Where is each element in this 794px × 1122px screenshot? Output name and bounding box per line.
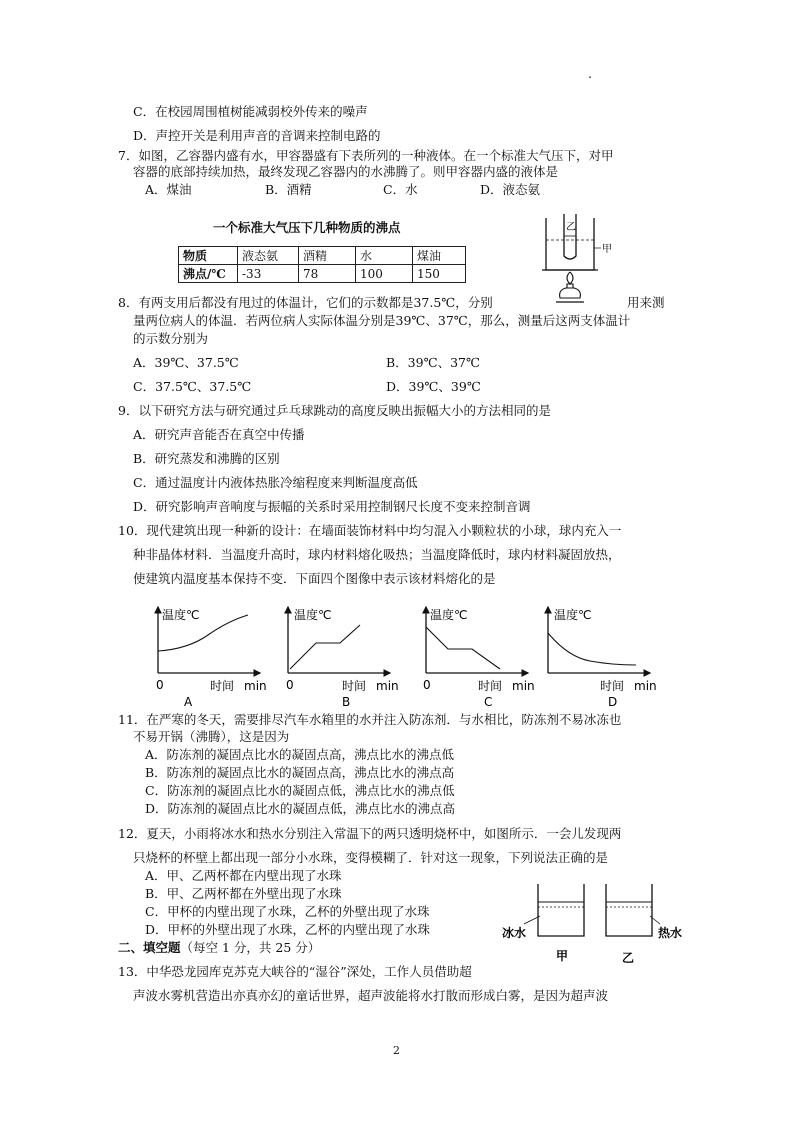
graph-c-letter: C [484,695,493,708]
graph-a-origin: 0 [156,678,164,692]
q13-stem-line1: 13．中华恐龙园库克苏克大峡谷的“湿谷”深处，工作人员借助超 [118,964,472,979]
q8-option-b: B．39℃、37℃ [386,355,480,370]
q9-option-b: B．研究蒸发和沸腾的区别 [133,451,280,466]
graph-d [548,607,657,708]
q10-graphs [148,603,668,708]
q8-stem-line1b: 用来测 [627,295,665,310]
q11-stem-line1: 11．在严寒的冬天，需要排尽汽车水箱里的水并注入防冻剂．与水相比，防冻剂不易冰冻也 [118,712,622,727]
table-cell: 沸点/℃ [179,265,238,283]
boiling-table-title: 一个标准大气压下几种物质的沸点 [213,220,401,235]
q12-option-d: D．甲杯的外壁出现了水珠，乙杯的内壁出现了水珠 [145,922,431,937]
q7-stem-line2: 容器的底部持续加热，最终发现乙容器内的水沸腾了。则甲容器内盛的液体是 [133,164,559,179]
q12-stem-line2: 只烧杯的杯壁上都出现一部分小水珠，变得模糊了．针对这一现象，下列说法正确的是 [133,850,609,865]
graph-c-xlabel: 时间 [478,679,503,693]
section-2-note: （每空 1 分，共 25 分） [180,940,321,955]
table-cell: 水 [356,247,413,265]
q11-option-a: A．防冻剂的凝固点比水的凝固点高，沸点比水的沸点低 [145,747,455,762]
q8-stem-line2: 量两位病人的体温．若两位病人实际体温分别是39℃、37℃，那么，测量后这两支体温计 [133,313,631,328]
ice-water-label: 冰水 [502,926,527,940]
beaker-jia-label: 甲 [556,949,569,963]
graph-a-xunit: min [244,679,267,693]
q12-beakers-figure [500,880,700,970]
graph-b-origin: 0 [286,678,294,692]
stray-dot: . [588,66,592,81]
q12-option-c: C．甲杯的内壁出现了水珠，乙杯的外壁出现了水珠 [145,904,430,919]
q6-option-d: D．声控开关是利用声音的音调来控制电路的 [133,128,381,143]
q8-option-d: D．39℃、39℃ [386,379,481,394]
table-cell: 液态氨 [238,247,299,265]
q9-option-a: A．研究声音能否在真空中传播 [133,427,305,442]
q11-option-c: C．防冻剂的凝固点比水的凝固点低，沸点比水的沸点低 [145,783,455,798]
graph-a-xlabel: 时间 [210,679,235,693]
q7-option-d: D．液态氨 [480,182,541,197]
alcohol-lamp-icon [556,272,584,302]
q9-stem: 9．以下研究方法与研究通过乒乓球跳动的高度反映出振幅大小的方法相同的是 [118,403,551,418]
fig-label-yi: 乙 [566,222,576,233]
q10-stem-line3: 使建筑内温度基本保持不变．下面四个图像中表示该材料熔化的是 [133,571,496,586]
q12-option-b: B．甲、乙两杯都在外壁出现了水珠 [145,886,342,901]
fig-label-jia: 甲 [602,244,612,255]
table-cell: -33 [238,265,299,283]
graph-b [286,607,399,708]
graph-d-xunit: min [634,679,657,693]
graph-d-letter: D [608,695,618,708]
graph-c-ylabel: 温度℃ [430,608,468,622]
table-row [179,265,466,283]
q12-option-a: A．甲、乙两杯都在内壁出现了水珠 [145,868,342,883]
graph-b-ylabel: 温度℃ [294,608,332,622]
graph-c-curve [426,627,500,669]
q9-option-c: C．通过温度计内液体热胀冷缩程度来判断温度高低 [133,475,418,490]
table-cell: 酒精 [299,247,356,265]
table-cell: 煤油 [413,247,466,265]
q8-stem-line3: 的示数分别为 [133,331,209,346]
q10-stem-line2: 种非晶体材料．当温度升高时，球内材料熔化吸热；当温度降低时，球内材料凝固放热， [133,547,621,562]
beaker-yi-icon [606,884,652,936]
q7-stem-line1: 7．如图，乙容器内盛有水，甲容器盛有下表所列的一种液体。在一个标准大气压下，对甲 [118,148,614,163]
table-cell: 150 [413,265,466,283]
graph-d-ylabel: 温度℃ [554,608,592,622]
graph-a-ylabel: 温度℃ [162,608,200,622]
q9-option-d: D．研究影响声音响度与振幅的关系时采用控制钢尺长度不变来控制音调 [133,499,531,514]
q8-option-c: C．37.5℃、37.5℃ [133,379,252,394]
q8-stem-line1a: 8．有两支用后都没有甩过的体温计，它们的示数都是37.5℃，分别 [118,295,493,310]
table-cell: 78 [299,265,356,283]
test-tube-yi [564,214,576,259]
table-cell: 物质 [179,247,238,265]
q8-option-a: A．39℃、37.5℃ [133,355,239,370]
q11-option-d: D．防冻剂的凝固点比水的凝固点低，沸点比水的沸点高 [145,801,456,816]
graph-c-origin: 0 [423,678,431,692]
beaker-jia-icon [538,884,584,936]
heating-apparatus-figure [538,212,618,312]
graph-b-xlabel: 时间 [342,679,367,693]
q6-option-c: C．在校园周围植树能减弱校外传来的噪声 [133,104,368,119]
q7-option-a: A．煤油 [145,182,192,197]
table-row [179,247,466,265]
section-2-heading [118,940,320,956]
q12-stem-line1: 12．夏天，小雨将冰水和热水分别注入常温下的两只透明烧杯中，如图所示．一会儿发现两 [118,826,622,841]
graph-d-xlabel: 时间 [600,679,625,693]
boiling-point-table [178,246,466,283]
q11-option-b: B．防冻剂的凝固点比水的凝固点高，沸点比水的沸点高 [145,765,455,780]
q7-option-c: C．水 [383,182,418,197]
beaker-yi-label: 乙 [622,951,635,965]
graph-a-letter: A [184,695,193,708]
q7-option-b: B．酒精 [265,182,312,197]
graph-d-curve [548,633,636,665]
page-number: 2 [393,1044,400,1057]
graph-c [423,607,535,708]
q11-stem-line2: 不易开锅（沸腾），这是因为 [133,729,290,744]
graph-b-xunit: min [376,679,399,693]
section-2-title: 二、填空题 [118,940,181,955]
table-cell: 100 [356,265,413,283]
graph-c-xunit: min [512,679,535,693]
graph-b-curve [290,625,360,669]
q10-stem-line1: 10．现代建筑出现一种新的设计：在墙面装饰材料中均匀混入小颗粒状的小球，球内充入一 [118,523,622,538]
hot-water-label: 热水 [658,926,683,940]
graph-a [156,607,267,708]
q13-stem-line2: 声波水雾机营造出亦真亦幻的童话世界，超声波能将水打散而形成白雾，是因为超声波 [133,988,609,1003]
graph-b-letter: B [342,695,351,708]
